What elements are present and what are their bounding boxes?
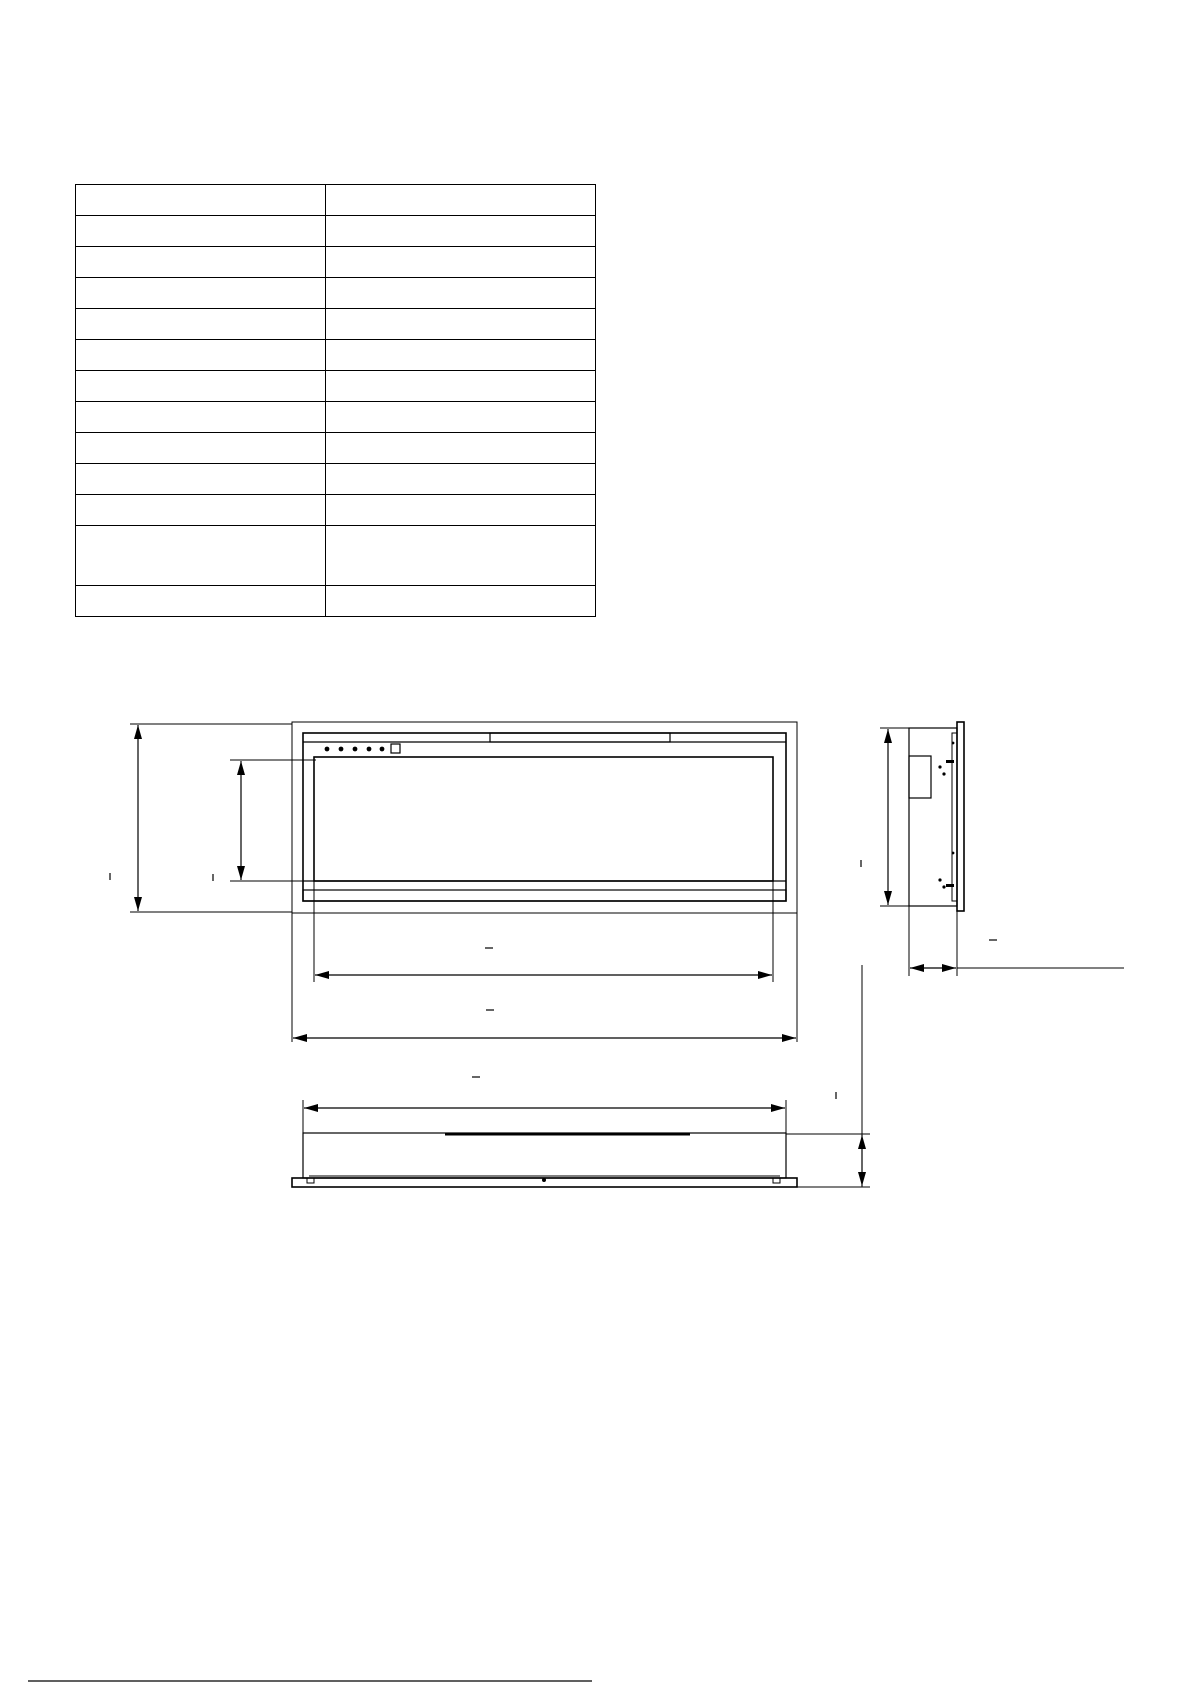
control-button-1 xyxy=(325,747,330,752)
front-view xyxy=(110,722,797,1042)
top-body xyxy=(303,1133,786,1178)
side-dimension-lines xyxy=(888,729,956,968)
control-button-3 xyxy=(353,747,358,752)
front-extension-lines xyxy=(130,724,797,1042)
front-dimension-value-marks xyxy=(110,873,494,1010)
top-extension-lines xyxy=(303,965,870,1187)
side-dimension-value-marks xyxy=(861,860,997,940)
front-inner-frame xyxy=(303,733,786,901)
side-view xyxy=(861,722,1124,976)
control-button-4 xyxy=(367,747,372,752)
side-body xyxy=(909,728,957,906)
control-panel xyxy=(325,744,400,753)
viewing-window xyxy=(314,757,773,881)
control-display-box xyxy=(391,744,400,753)
bottom-trim xyxy=(303,890,786,901)
top-dimension-value-marks xyxy=(472,1077,836,1099)
top-view xyxy=(292,965,870,1187)
control-button-5 xyxy=(380,747,385,752)
side-extension-lines xyxy=(880,728,1124,976)
top-vent-slot xyxy=(490,733,670,742)
side-front-panel xyxy=(957,722,964,911)
side-motor-box xyxy=(909,756,931,798)
control-button-2 xyxy=(339,747,344,752)
top-dimension-lines xyxy=(304,1108,862,1186)
